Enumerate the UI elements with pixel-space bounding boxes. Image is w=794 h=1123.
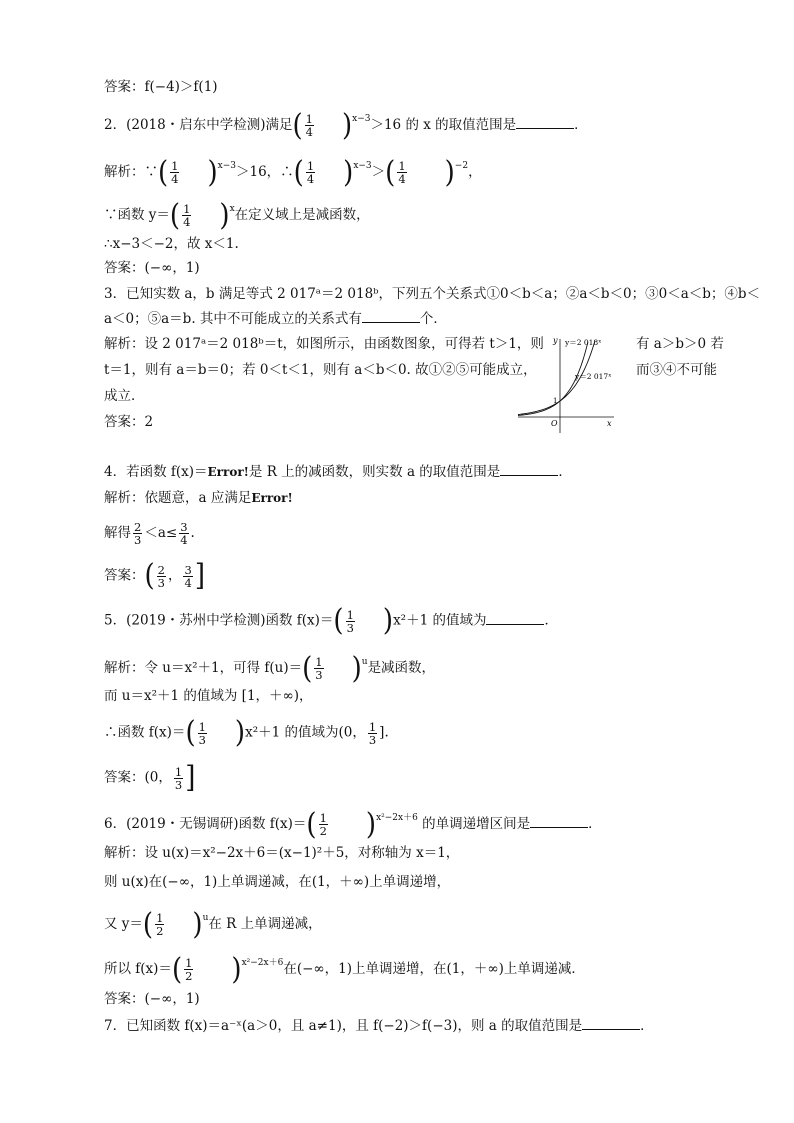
q5-solution-line1: 解析：令 u＝x²＋1，可得 f(u)＝( $\frac{1}{3}$ )$^u$是减函数， — [104, 651, 436, 686]
q7-stem: 7．已知函数 f(x)＝a⁻ˣ(a＞0，且 a≠1)，且 f(−2)＞f(−3)，则 a 的取值范围是 ． — [104, 1018, 654, 1034]
answer-blank — [486, 612, 544, 625]
origin-label: O — [551, 419, 558, 428]
q2-answer: 答案：(−∞，1) — [104, 260, 200, 276]
legend-2018: y＝2 018ˣ — [565, 338, 602, 347]
q6-solution-line1: 解析：设 u(x)＝x²−2x＋6＝(x−1)²＋5，对称轴为 x＝1， — [104, 845, 460, 861]
answer-blank — [362, 310, 420, 323]
q5-solution-line2: 而 u＝x²＋1 的值域为 [1，＋∞)， — [104, 688, 313, 704]
q2-stem: 2．(2018・启东中学检测)满足( $\frac{1}{4}$ )$^{x-3}$＞16 的 x 的取值范围是 ． — [104, 108, 588, 143]
q6-solution-line2: 则 u(x)在(−∞，1)上单调递减，在(1，＋∞)上单调递增， — [104, 874, 451, 890]
q6-answer: 答案：(−∞，1) — [104, 991, 200, 1007]
legend-2017: y＝2 017ˣ — [575, 372, 612, 381]
answer-label: 答案： — [104, 79, 145, 95]
answer-blank — [516, 116, 574, 129]
q4-solve: 解得 $\frac{2}{3}$ ＜a≤ $\frac{3}{4}$ . — [104, 520, 195, 547]
q3-solution-line2-right: 而③④不可能 — [636, 362, 717, 378]
exponential-graph — [518, 333, 618, 433]
q2-conclusion: ∴x−3＜−2，故 x＜1. — [104, 236, 239, 252]
q4-stem: 4．若函数 f(x)＝Error!是 R 上的减函数，则实数 a 的取值范围是 ． — [104, 464, 572, 480]
q3-solution-line3: 成立． — [104, 388, 145, 404]
q3-solution-line2: t＝1，则有 a＝b＝0；若 0＜t＜1，则有 a＜b＜0. 故①②⑤可能成立， — [104, 362, 537, 378]
answer-blank — [582, 1017, 640, 1030]
q5-answer: 答案：(0， $\frac{1}{3}$ ] — [104, 760, 196, 796]
q6-solution-line3: 又 y＝( $\frac{1}{2}$ )$^u$在 R 上单调递减， — [104, 907, 322, 942]
q4-answer: 答案：( $\frac{2}{3}$ ， $\frac{3}{4}$ ] — [104, 558, 205, 594]
q3-solution-line1-right: 有 a＞b＞0 若 — [636, 336, 724, 352]
q3-answer: 答案：2 — [104, 414, 154, 430]
y-axis-label: y — [553, 336, 558, 345]
x-axis-label: x — [607, 419, 612, 428]
q5-solution-line3: ∴函数 f(x)＝( $\frac{1}{3}$ )x²＋1 的值域为(0， $\frac{1}{3}$ ]. — [104, 715, 389, 751]
q3-stem-line1: 3．已知实数 a，b 满足等式 2 017ᵃ＝2 018ᵇ，下列五个关系式①0＜b＜a；②a＜b＜0；③0＜a＜b；④b＜ — [104, 286, 761, 302]
q6-solution-line4: 所以 f(x)＝( $\frac{1}{2}$ )$^{x^2-2x+6}$在(−∞，1)上单调递增，在(1，＋∞)上单调递减． — [104, 952, 585, 987]
q6-stem: 6．(2019・无锡调研)函数 f(x)＝( $\frac{1}{2}$ )$^{x^2-2x+6}$ 的单调递增区间是 ． — [104, 807, 602, 842]
answer-blank — [530, 815, 588, 828]
answer-blank — [500, 463, 558, 476]
q3-stem-line2: a＜0；⑤a＝b. 其中不可能成立的关系式有 个． — [104, 311, 447, 327]
q2-solution-line2: ∵函数 y＝( $\frac{1}{4}$ )$^x$在定义域上是减函数， — [104, 198, 370, 233]
y-intercept-label: 1 — [553, 397, 558, 405]
q5-stem: 5．(2019・苏州中学检测)函数 f(x)＝( $\frac{1}{3}$ )x²＋1 的值域为 ． — [104, 603, 558, 639]
answer-value: f(−4)＞f(1) — [144, 79, 218, 95]
q1-answer — [104, 77, 218, 97]
fraction: $\frac{1}{4}$ — [305, 112, 313, 139]
q2-solution-line1: 解析：∵( $\frac{1}{4}$ )$^{x-3}$＞16，∴( $\frac{1}{4}$ )$^{x-3}$＞( $\frac{1}{4}$ )$^{-2}$， — [104, 155, 482, 190]
q4-solution: 解析：依题意，a 应满足Error! — [104, 490, 293, 506]
q3-solution-line1: 解析：设 2 017ᵃ＝2 018ᵇ＝t，如图所示，由函数图象，可得若 t＞1，则 — [104, 336, 544, 352]
